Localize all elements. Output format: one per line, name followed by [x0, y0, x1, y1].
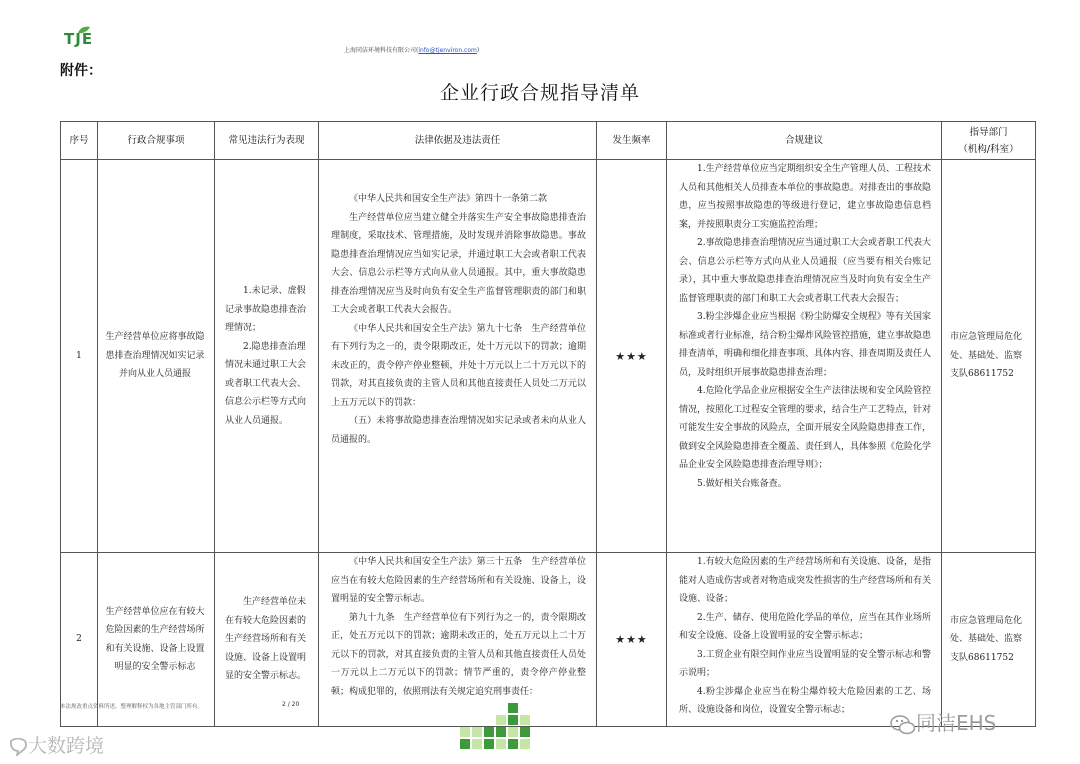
watermark-left [8, 731, 104, 758]
row-law [319, 160, 597, 553]
row-department: 市应急管理局危化处、基础处、监察支队68611752 [942, 160, 1036, 553]
row-serial: 1 [61, 160, 98, 553]
company-email-link[interactable]: info@tjenviron.com [418, 47, 477, 54]
compliance-table [60, 121, 1036, 727]
law-paragraph: 第九十九条 生产经营单位有下列行为之一的，责令限期改正，处五万元以下的罚款；逾期未改正的，处五万元以上二十万元以下的罚款，对其直接负责的主管人员和其他直接责任人员处一万元以上二万元以下的罚款；情节严重的，责令停产停业整顿；构成犯罪的，依照刑法有关规定追究刑事责任： [331, 612, 586, 697]
violation-line: 1.未记录、虚假记录事故隐患排查治理情况； [225, 286, 307, 333]
law-paragraph: 生产经营单位应当建立健全并落实生产安全事故隐患排查治理制度，采取技术、管理措施，及时发现并消除事故隐患。事故隐患排查治理情况应当如实记录，并通过职工大会或者职工代表大会、信息公示栏等方式向从业人员通报。其中，重大事故隐患排查治理情况应当及时向负有安全生产监督管理职责的部门和职工大会或者职工代表大会报告。 [331, 212, 586, 315]
table-header-row [61, 122, 1036, 160]
header-frequency: 发生频率 [597, 122, 667, 160]
header-law: 法律依据及违法责任 [319, 122, 597, 160]
law-paragraph: 《中华人民共和国安全生产法》第九十七条 生产经营单位有下列行为之一的，责令限期改正，处十万元以下的罚款；逾期未改正的，责令停产停业整顿，并处十万元以上二十万元以下的罚款，对其直接负责的主管人员和其他直接责任人员处二万元以上五万元以下的罚款： [331, 323, 586, 408]
row-frequency: ★★★ [597, 553, 667, 727]
advice-paragraph: 2.生产、储存、使用危险化学品的单位，应当在其作业场所和安全设施、设备上设置明显的安全警示标志； [679, 612, 931, 641]
row-law [319, 553, 597, 727]
watermark-left-text: 大数跨境 [28, 735, 105, 757]
row-serial: 2 [61, 553, 98, 727]
advice-paragraph: 1.有较大危险因素的生产经营场所和有关设施、设备，是指能对人造成伤害或者对物造成突发性损害的生产经营场所和有关设施、设备； [679, 557, 932, 604]
law-paragraph: （五）未将事故隐患排查治理情况如实记录或者未向从业人员通报的。 [331, 416, 586, 445]
table-row [61, 160, 1036, 553]
chat-bubble-icon [8, 738, 28, 756]
header-department-line1: 指导部门 [969, 126, 1008, 138]
advice-paragraph: 3.工贸企业有限空间作业应当设置明显的安全警示标志和警示说明； [679, 649, 931, 678]
row-violations [215, 160, 319, 553]
attachment-label: 附件： [60, 63, 102, 79]
logo-text: TJE [64, 30, 94, 48]
page-number: 2 / 20 [282, 701, 300, 708]
header-advice: 合规建议 [667, 122, 942, 160]
row-item: 生产经营单位应将事故隐患排查治理情况如实记录并向从业人员通报 [98, 160, 215, 553]
watermark-right [890, 707, 996, 736]
law-paragraph: 《中华人民共和国安全生产法》第三十五条 生产经营单位应当在有较大危险因素的生产经营场所和有关设施、设备上，设置明显的安全警示标志。 [331, 557, 586, 604]
header-department-line2: （机构/科室） [958, 143, 1019, 155]
header-violations: 常见违法行为表现 [215, 122, 319, 160]
company-name-end: ) [476, 47, 480, 54]
header-serial: 序号 [61, 122, 98, 160]
row-advice [667, 553, 942, 727]
advice-paragraph: 4.粉尘涉爆企业应当在粉尘爆炸较大危险因素的工艺、场所、设施设备和岗位，设置安全警示标志； [679, 686, 931, 715]
header-department [942, 122, 1036, 160]
table-row [61, 553, 1036, 727]
green-squares-decoration [460, 703, 540, 749]
law-paragraph: 《中华人民共和国安全生产法》第四十一条第二款 [349, 194, 548, 204]
header-item: 行政合规事项 [98, 122, 215, 160]
row-violations [215, 553, 319, 727]
page-title: 企业行政合规指导清单 [439, 82, 640, 104]
row-frequency: ★★★ [597, 160, 667, 553]
advice-paragraph: 3.粉尘涉爆企业应当根据《粉尘防爆安全规程》等有关国家标准或者行业标准，结合粉尘爆炸风险管控措施，建立事故隐患排查清单，明确和细化排查事项、具体内容、排查周期及责任人员，及时组织开展事故隐患排查治理； [679, 312, 932, 378]
advice-paragraph: 4.危险化学品企业应根据安全生产法律法规和安全风险管控情况，按照化工过程安全管理的要求，结合生产工艺特点，针对可能发生安全事故的风险点，全面开展安全风险隐患排查工作，做到安全风险隐患排查全覆盖、责任到人，具体参照《危险化学品企业安全风险隐患排查治理导则》； [679, 386, 932, 470]
company-line [344, 45, 479, 54]
advice-paragraph: 2.事故隐患排查治理情况应当通过职工大会或者职工代表大会、信息公示栏等方式向从业人员通报（应当要有相关台账记录），其中重大事故隐患排查治理情况应当及时向负有安全生产监督管理职责的部门和职工大会或者职工代表大会报告； [679, 238, 931, 304]
watermark-right-text: 同洁EHS [916, 711, 997, 735]
advice-paragraph: 5.做好相关台账备查。 [697, 478, 787, 489]
footer-note: 本法规改重点资料所述，整理解释权为各地主管部门所有。 [60, 704, 204, 710]
violation-line: 2.隐患排查治理情况未通过职工大会或者职工代表大会、信息公示栏等方式向从业人员通报。 [225, 341, 307, 426]
row-advice [667, 160, 942, 553]
row-item: 生产经营单位应在有较大危险因素的生产经营场所和有关设施、设备上设置明显的安全警示标志 [98, 553, 215, 727]
company-name: 上海同洁环境科技有限公司( [344, 47, 419, 54]
violation-line: 生产经营单位未在有较大危险因素的生产经营场所和有关设施、设备上设置明显的安全警示标志。 [225, 597, 307, 682]
advice-paragraph: 1.生产经营单位应当定期组织安全生产管理人员、工程技术人员和其他相关人员排查本单位的事故隐患。对排查出的事故隐患，应当按照事故隐患的等级进行登记，建立事故隐患信息档案，并按照职责分工实施监控治理； [679, 164, 932, 230]
wechat-icon [890, 714, 916, 736]
row-department: 市应急管理局危化处、基础处、监察支队68611752 [942, 553, 1036, 727]
